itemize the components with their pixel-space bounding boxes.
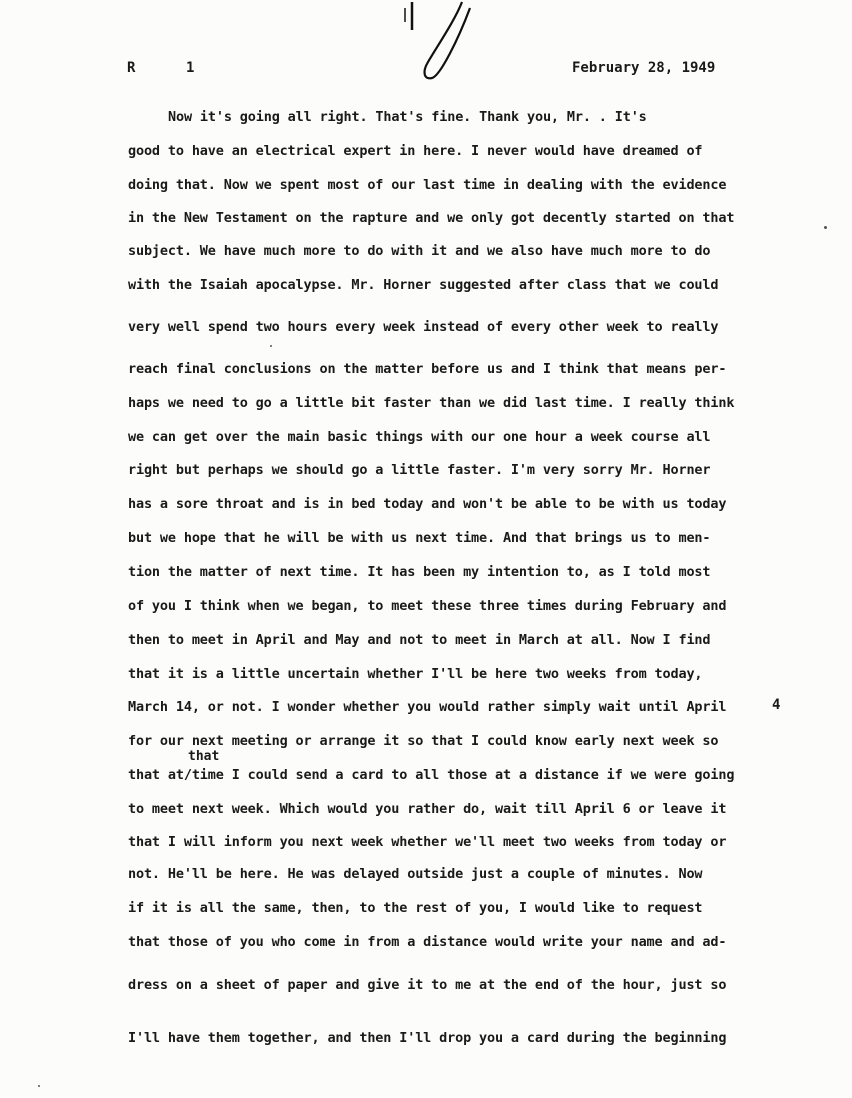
text-line: not. He'll be here. He was delayed outside just a couple of minutes. Now [128,866,703,882]
text-line: tion the matter of next time. It has been my intention to, as I told most [128,564,711,580]
text-line: then to meet in April and May and not to meet in March at all. Now I find [128,632,711,648]
paperclip-mark [400,0,490,85]
text-line: March 14, or not. I wonder whether you would rather simply wait until April [128,699,727,715]
text-line: Now it's going all right. That's fine. Thank you, Mr. . It's [168,109,647,125]
text-line: that I will inform you next week whether we'll meet two weeks from today or [128,834,727,850]
scan-speck [270,345,272,347]
text-line: but we hope that he will be with us next time. And that brings us to men- [128,530,711,546]
page-number: 1 [186,60,195,76]
text-line: that it is a little uncertain whether I'll be here two weeks from today, [128,666,703,682]
text-line: for our next meeting or arrange it so that I could know early next week so [128,733,719,749]
text-line: dress on a sheet of paper and give it to me at the end of the hour, just so [128,977,727,993]
text-line: reach final conclusions on the matter before us and I think that means per- [128,361,727,377]
text-line: that those of you who come in from a distance would write your name and ad- [128,934,727,950]
text-line: with the Isaiah apocalypse. Mr. Horner suggested after class that we could [128,277,719,293]
text-line: that at/time I could send a card to all those at a distance if we were going [128,767,735,783]
text-line: right but perhaps we should go a little faster. I'm very sorry Mr. Horner [128,462,711,478]
interlinear-insertion: that [188,749,220,764]
text-line: very well spend two hours every week instead of every other week to really [128,319,719,335]
text-line: I'll have them together, and then I'll drop you a card during the beginning [128,1030,727,1046]
text-line: we can get over the main basic things with our one hour a week course all [128,429,711,445]
scan-speck [38,1085,40,1087]
section-label: R [127,60,136,76]
text-line: has a sore throat and is in bed today and won't be able to be with us today [128,496,727,512]
text-line: if it is all the same, then, to the rest of you, I would like to request [128,900,703,916]
text-line: doing that. Now we spent most of our last time in dealing with the evidence [128,177,727,193]
text-line: of you I think when we began, to meet these three times during February and [128,598,727,614]
handwritten-margin-note: 4 [772,697,781,713]
text-line: to meet next week. Which would you rather do, wait till April 6 or leave it [128,801,727,817]
text-line: haps we need to go a little bit faster than we did last time. I really think [128,395,735,411]
text-line: good to have an electrical expert in here. I never would have dreamed of [128,143,703,159]
scan-speck [824,226,827,229]
text-line: subject. We have much more to do with it and we also have much more to do [128,243,711,259]
text-line: in the New Testament on the rapture and we only got decently started on that [128,210,735,226]
document-date: February 28, 1949 [572,60,716,76]
